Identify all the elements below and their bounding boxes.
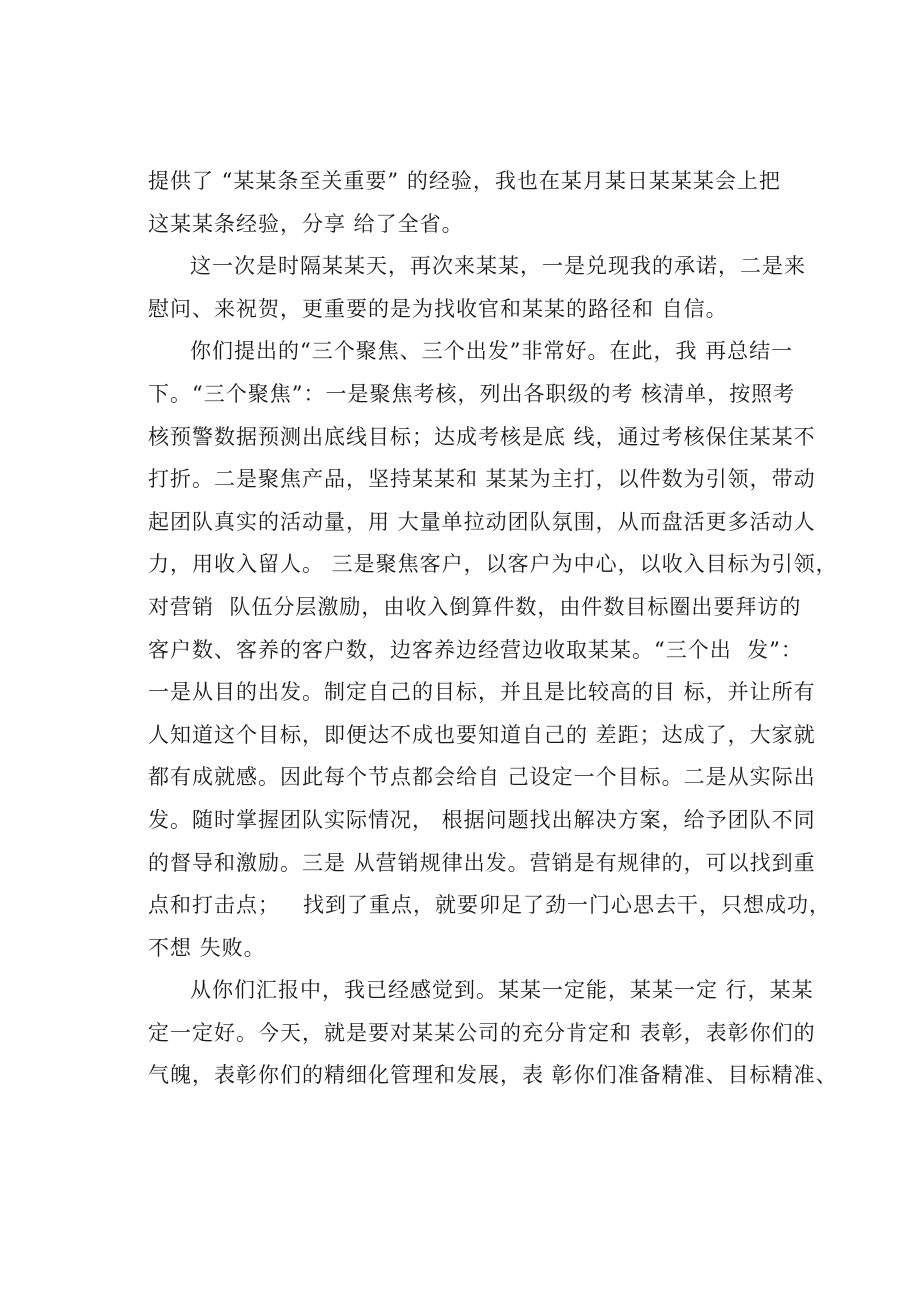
text-line: 起团队真实的活动量，用 大量单拉动团队氛围，从而盘活更多活动人 (148, 509, 816, 534)
text-line: 对营销 队伍分层激励，由收入倒算件数，由件数目标圈出要拜访的 (148, 594, 802, 619)
text-line: 气魄，表彰你们的精细化管理和发展，表 彰你们准备精准、目标精准、 (148, 1063, 838, 1088)
text-line: 发。随时掌握团队实际情况， 根据问题找出解决方案，给予团队不同 (148, 807, 816, 832)
text-line: 不想 失败。 (148, 935, 266, 960)
text-line: 一是从目的出发。制定自己的目标，并且是比较高的目 标，并让所有 (148, 680, 816, 705)
text-line: 你们提出的“三个聚焦、三个出发”非常好。在此，我 再总结一 (190, 339, 794, 364)
text-line: 的督导和激励。三是 从营销规律出发。营销是有规律的，可以找到重 (148, 850, 816, 875)
text-line: 这某某条经验，分享 给了全省。 (148, 211, 464, 236)
text-line: 慰问、来祝贺，更重要的是为找收官和某某的路径和 自信。 (148, 296, 728, 321)
text-line: 打折。二是聚焦产品，坚持某某和 某某为主打，以件数为引领，带动 (148, 467, 816, 492)
text-line: 这一次是时隔某某天，再次来某某，一是兑现我的承诺，二是来 (190, 254, 806, 279)
text-line: 客户数、客养的客户数，边客养边经营边收取某某。“三个出 发”： (148, 637, 803, 662)
text-line: 从你们汇报中，我已经感觉到。某某一定能，某某一定 行，某某 (190, 978, 814, 1003)
text-line: 核预警数据预测出底线目标；达成考核是底 线，通过考核保住某某不 (148, 424, 816, 449)
text-line: 下。“三个聚焦”：一是聚焦考核，列出各职级的考 核清单，按照考 (148, 381, 796, 406)
text-line: 人知道这个目标，即便达不成也要知道自己的 差距；达成了，大家就 (148, 722, 816, 747)
text-line: 定一定好。今天，就是要对某某公司的充分肯定和 表彰，表彰你们的 (148, 1020, 816, 1045)
text-line: 都有成就感。因此每个节点都会给自 己设定一个目标。二是从实际出 (148, 765, 816, 790)
text-line: 力，用收入留人。 三是聚焦客户，以客户为中心，以收入目标为引领， (148, 552, 838, 577)
text-line: 点和打击点； 找到了重点，就要卯足了劲一门心思去干，只想成功， (148, 893, 832, 918)
document-body (148, 160, 848, 1097)
text-line: 提供了 “某某条至关重要” 的经验，我也在某月某日某某某会上把 (148, 169, 781, 193)
